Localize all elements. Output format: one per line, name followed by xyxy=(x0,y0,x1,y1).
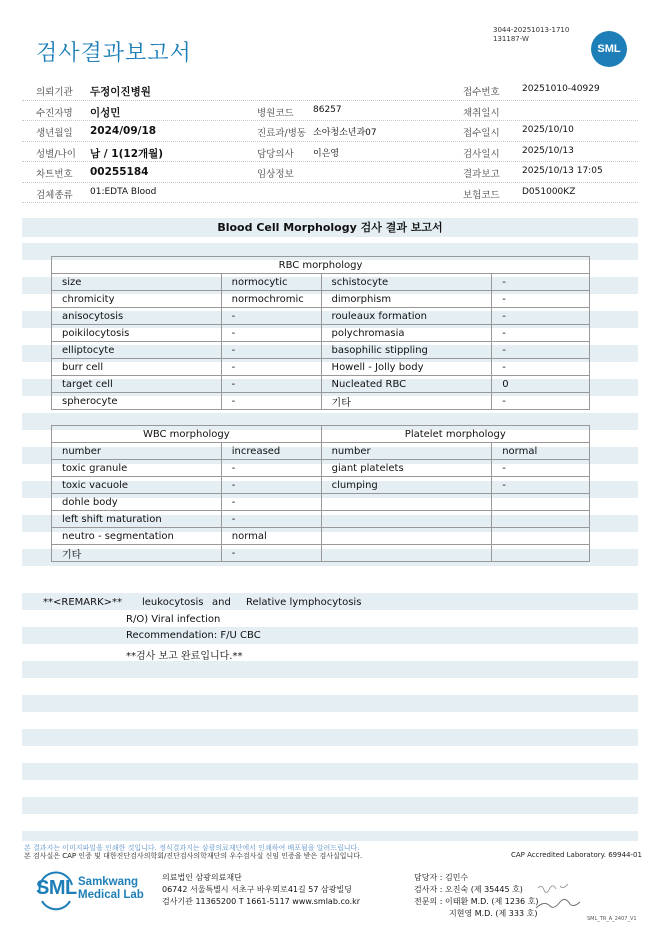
document-id xyxy=(493,26,569,44)
info-row xyxy=(22,101,638,122)
rbc-result: - xyxy=(492,393,590,410)
dept-label: 진료과/병동 xyxy=(257,128,307,139)
platelet-result: - xyxy=(492,460,590,477)
rbc-item: Howell - Jolly body xyxy=(321,359,492,376)
table-row xyxy=(52,308,590,325)
table-row xyxy=(52,325,590,342)
rbc-item: target cell xyxy=(52,376,222,393)
staff-tester: 검사자 : 오진숙 (제 35445 호) xyxy=(414,885,523,894)
sml-logo: SML xyxy=(591,31,627,67)
table-row xyxy=(52,342,590,359)
wbc-result: - xyxy=(221,460,321,477)
form-code: SML_TR_A_2407_V1 xyxy=(587,916,637,922)
table-row xyxy=(52,460,590,477)
info-row xyxy=(22,80,638,101)
footer-brand-line1: Samkwang xyxy=(78,876,139,888)
rbc-item: size xyxy=(52,274,222,291)
remark-line4: **검사 보고 완료입니다.** xyxy=(126,651,243,662)
remark-and: and xyxy=(212,597,231,608)
info-row xyxy=(22,183,638,204)
patient-label: 수진자명 xyxy=(36,107,73,119)
rbc-item: anisocytosis xyxy=(52,308,222,325)
image-copy-notice: 본 결과지는 이미지파일을 인쇄한 것입니다. 정식결과지는 삼광의료재단에서 인쇄하여 배포됨을 알려드립니다. xyxy=(24,844,360,852)
chart-no-label: 차트번호 xyxy=(36,169,73,180)
platelet-result: - xyxy=(492,477,590,494)
section-title: Blood Cell Morphology 검사 결과 보고서 xyxy=(22,218,638,237)
hospital-code-label: 병원코드 xyxy=(257,107,294,119)
platelet-item xyxy=(321,545,492,562)
wbc-platelet-table xyxy=(51,425,590,562)
footer-brand-line2: Medical Lab xyxy=(78,889,144,901)
insurance-value: D051000KZ xyxy=(522,186,576,197)
rbc-result: - xyxy=(221,342,321,359)
rbc-header: RBC morphology xyxy=(52,257,590,274)
wbc-item: neutro - segmentation xyxy=(52,528,222,545)
dob-label: 생년월일 xyxy=(36,128,73,139)
wbc-item: toxic granule xyxy=(52,460,222,477)
table-row xyxy=(52,528,590,545)
rbc-result: - xyxy=(221,359,321,376)
rbc-result: - xyxy=(492,274,590,291)
table-row xyxy=(52,274,590,291)
wbc-result: normal xyxy=(221,528,321,545)
wbc-item: dohle body xyxy=(52,494,222,511)
rbc-result: - xyxy=(492,291,590,308)
platelet-item: giant platelets xyxy=(321,460,492,477)
band xyxy=(22,627,638,644)
rbc-result: - xyxy=(221,393,321,410)
rbc-item: basophilic stippling xyxy=(321,342,492,359)
rbc-item: rouleaux formation xyxy=(321,308,492,325)
receipt-no-label: 접수번호 xyxy=(463,87,500,98)
collection-label: 채취일시 xyxy=(463,107,500,119)
dob-value: 2024/09/18 xyxy=(90,125,157,137)
rbc-item: schistocyte xyxy=(321,274,492,291)
table-row xyxy=(52,291,590,308)
staff-block xyxy=(414,872,539,920)
table-row xyxy=(52,511,590,528)
staff-specialist1: 전문의 : 이태환 M.D. (제 1236 호) xyxy=(414,897,539,906)
insurance-label: 보험코드 xyxy=(463,189,500,201)
remark-label: **<REMARK>** xyxy=(43,597,122,608)
lab-address-block xyxy=(162,872,360,908)
info-row xyxy=(22,121,638,142)
platelet-item xyxy=(321,494,492,511)
rbc-morphology-table xyxy=(51,256,590,410)
band xyxy=(22,661,638,678)
footer-brand xyxy=(78,876,144,902)
patient-value: 이성민 xyxy=(90,106,121,119)
wbc-result: - xyxy=(221,511,321,528)
rbc-item: elliptocyte xyxy=(52,342,222,359)
table-row xyxy=(52,393,590,410)
wbc-item: left shift maturation xyxy=(52,511,222,528)
sex-age-label: 성별/나이 xyxy=(36,148,76,160)
wbc-header: WBC morphology xyxy=(52,426,322,443)
platelet-result xyxy=(492,494,590,511)
rbc-item: dimorphism xyxy=(321,291,492,308)
footer-logo-text: SML xyxy=(36,877,77,899)
rbc-result: - xyxy=(221,376,321,393)
institution-value: 두정이진병원 xyxy=(90,86,151,98)
receipt-date-label: 접수일시 xyxy=(463,128,500,139)
remark-line3: Recommendation: F/U CBC xyxy=(126,630,261,641)
platelet-item: clumping xyxy=(321,477,492,494)
remark-line2: R/O) Viral infection xyxy=(126,614,221,625)
accreditation-notice: 본 검사실은 CAP 인증 및 대한진단검사의학회/진단검사의학재단의 우수검사실 신임 인증을 받은 검사실입니다. xyxy=(24,852,363,860)
doctor-label: 담당의사 xyxy=(257,148,294,160)
rbc-item: 기타 xyxy=(321,393,492,410)
platelet-result xyxy=(492,528,590,545)
test-date-value: 2025/10/13 xyxy=(522,145,574,156)
report-value: 2025/10/13 17:05 xyxy=(522,166,603,176)
hospital-code-value: 86257 xyxy=(313,104,342,115)
doctor-value: 이은영 xyxy=(313,148,340,159)
wbc-result: - xyxy=(221,494,321,511)
wbc-item: 기타 xyxy=(52,545,222,562)
band xyxy=(22,695,638,712)
rbc-item: burr cell xyxy=(52,359,222,376)
dept-value: 소아청소년과07 xyxy=(313,128,377,138)
rbc-item: chromicity xyxy=(52,291,222,308)
chart-no-value: 00255184 xyxy=(90,166,149,178)
info-row xyxy=(22,142,638,163)
platelet-item xyxy=(321,511,492,528)
staff-specialist2: 지현영 M.D. (제 333 호) xyxy=(449,909,538,918)
lab-contact: 검사기관 11365200 T 1661-5117 www.smlab.co.kr xyxy=(162,897,361,906)
wbc-result: increased xyxy=(221,443,321,460)
lab-org: 의료법인 삼광의료재단 xyxy=(162,873,242,882)
platelet-item: number xyxy=(321,443,492,460)
band xyxy=(22,729,638,746)
receipt-no-value: 20251010-40929 xyxy=(522,84,600,94)
receipt-date-value: 2025/10/10 xyxy=(522,125,574,135)
rbc-item: spherocyte xyxy=(52,393,222,410)
wbc-result: - xyxy=(221,545,321,562)
band xyxy=(22,763,638,780)
table-row xyxy=(52,477,590,494)
wbc-item: toxic vacuole xyxy=(52,477,222,494)
table-row xyxy=(52,443,590,460)
table-row xyxy=(52,359,590,376)
rbc-result: normocytic xyxy=(221,274,321,291)
rbc-result: - xyxy=(492,342,590,359)
document-id-line2: 131187-W xyxy=(493,35,529,43)
sex-age-value: 남 / 1(12개월) xyxy=(90,147,164,160)
rbc-result: normochromic xyxy=(221,291,321,308)
platelet-result: normal xyxy=(492,443,590,460)
test-date-label: 검사일시 xyxy=(463,148,500,160)
platelet-item xyxy=(321,528,492,545)
lab-address: 06742 서울특별시 서초구 바우뫼로41길 57 삼광빌딩 xyxy=(162,885,352,894)
rbc-result: - xyxy=(492,325,590,342)
info-row xyxy=(22,162,638,183)
remark-finding2: Relative lymphocytosis xyxy=(246,597,362,608)
rbc-result: - xyxy=(221,308,321,325)
table-row xyxy=(52,545,590,562)
clinical-label: 임상정보 xyxy=(257,169,294,180)
report-title: 검사결과보고서 xyxy=(36,41,192,66)
rbc-result: - xyxy=(492,308,590,325)
rbc-item: Nucleated RBC xyxy=(321,376,492,393)
rbc-result: - xyxy=(492,359,590,376)
report-label: 결과보고 xyxy=(463,169,500,180)
wbc-result: - xyxy=(221,477,321,494)
patient-info-block xyxy=(22,80,638,203)
platelet-header: Platelet morphology xyxy=(321,426,589,443)
band xyxy=(22,797,638,814)
specimen-value: 01:EDTA Blood xyxy=(90,186,157,197)
remark-finding1: leukocytosis xyxy=(142,597,204,608)
table-row xyxy=(52,494,590,511)
specimen-label: 검체종류 xyxy=(36,189,73,201)
rbc-result: 0 xyxy=(492,376,590,393)
cap-accreditation: CAP Accredited Laboratory. 69944-01 xyxy=(511,851,642,859)
staff-person: 담당자 : 김민수 xyxy=(414,873,469,882)
table-row xyxy=(52,376,590,393)
signature-image xyxy=(530,880,585,916)
wbc-item: number xyxy=(52,443,222,460)
platelet-result xyxy=(492,511,590,528)
platelet-result xyxy=(492,545,590,562)
rbc-item: polychromasia xyxy=(321,325,492,342)
document-id-line1: 3044-20251013-1710 xyxy=(493,26,570,34)
band xyxy=(22,831,638,841)
rbc-item: poikilocytosis xyxy=(52,325,222,342)
rbc-result: - xyxy=(221,325,321,342)
institution-label: 의뢰기관 xyxy=(36,87,73,98)
